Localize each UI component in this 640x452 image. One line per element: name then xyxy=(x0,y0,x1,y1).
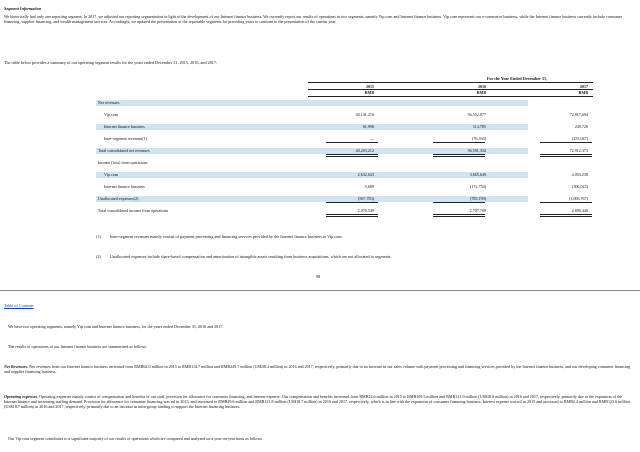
row-value-2016: (76,330) xyxy=(472,136,486,141)
col-year-2015: 2015 xyxy=(366,84,374,89)
intro-paragraph: We historically had only one reporting segment. In 2017, we adjusted our reporting segmentation in light of the development of our Internet finance business. We currently report our results of operations in two segments, namely Vip.com and Internet finance business. Vip.com represents our e-commerce business, while the Internet finance business currently include consumer financing, supplier financing, and wealth management services. Accordingly, we updated the presentation of the reportable segments for preceding years to conform to the presentation of the current year. xyxy=(4,14,622,25)
table-row xyxy=(96,184,588,190)
total-double-rule xyxy=(540,154,592,157)
footnote-1-text: Inter-segment revenues mainly consist of payment processing and financing services provided by the Internet finance business to Vip.com. xyxy=(110,234,343,239)
row-value-2016: (172,750) xyxy=(469,184,486,189)
page-break-divider xyxy=(0,290,640,291)
paragraph-lead: Operating expenses. xyxy=(4,394,39,399)
row-value-2017: (1,006,767) xyxy=(568,196,588,201)
col-year-2017: 2017 xyxy=(580,84,588,89)
col-currency-2015: RMB xyxy=(364,90,374,95)
paragraph-text: Net revenues from our Internet finance business increased from RMB62.0 million in 2015 to RMB114.7 million and RMB249.7 million (US$38.4 million) in 2016 and 2017, respectively, primarily due to an increase in our sales volume with payment processing and financing services provided by the Internet finance business, and our developing consumer financing and supplier financing business. xyxy=(4,364,631,375)
row-value-2016: 2,707,709 xyxy=(469,208,486,213)
row-label: Internet finance business xyxy=(104,124,145,129)
row-value-2017: 249,726 xyxy=(574,124,588,129)
row-value-2016: 56,552,877 xyxy=(467,112,486,117)
row-value-2015: 40,141,216 xyxy=(355,112,374,117)
table-intro: The table below provides a summary of our operating segment results for the years ended December 31, 2015, 2016, and 2017: xyxy=(4,60,218,65)
row-label: Unallocated expenses(2) xyxy=(98,196,139,201)
footnote-1-mark: (1) xyxy=(96,234,101,239)
paragraph-vipcom xyxy=(8,436,634,441)
total-double-rule xyxy=(433,154,485,157)
paragraph-net-revenues xyxy=(4,364,634,374)
table-of-contents-link[interactable]: Table of Contents xyxy=(4,303,34,308)
footnote-2-mark: (2) xyxy=(96,254,101,259)
row-label: Internet finance business xyxy=(104,184,145,189)
row-label: Inter-segment revenues(1) xyxy=(104,136,147,141)
total-double-rule xyxy=(326,214,378,217)
row-value-2017: 72,817,694 xyxy=(569,112,588,117)
subtotal-rule xyxy=(433,202,485,203)
total-double-rule xyxy=(540,214,592,217)
footnote-2-text: Unallocated expenses include share-based compensation and amortization of intangible assets resulting from business acquisitions, which are not allocated to segments. xyxy=(110,254,392,259)
row-value-2016: 3,665,649 xyxy=(469,172,486,177)
table-row xyxy=(96,196,588,202)
row-label: Total consolidated income from operations xyxy=(98,208,169,213)
paragraph-text: The results of operations of our Internet finance business are summarized as follows. xyxy=(8,344,148,349)
paragraph-text: Operating expenses mainly consist of compensation and benefits of our staff, provision for allowance for consumer financing, and interest expense. Our compensation and benefits increased from RMB24.6 million in 2015 to RMB109.5 million and RMB121.9 million (US$18.0 million) in 2016 and 2017, respectively, primarily due to the expansion of the Internet finance and increasing staffing demand. Provision for allowance for consumer financing was nil in 2015, and increased to RMB49.6 million and RMB121.8 million (US$18.7 million) in 2016 and 2017, respectively, which is in line with the expansion of consumer financing business. Interest expense was nil in 2015 and increased to RMB2.4 million and RMB123.6 million (US$18.7 million) in 2016 and 2017, respectively, primarily due to an increase in intra-group funding to support the Internet financing business. xyxy=(4,394,631,410)
table-row xyxy=(96,208,588,214)
page-number: 98 xyxy=(316,274,321,279)
table-row xyxy=(96,136,588,142)
row-value-2015: 5,689 xyxy=(364,184,374,189)
row-value-2015: — xyxy=(369,136,374,141)
row-value-2016: 56,591,332 xyxy=(467,148,486,153)
row-label: Vip.com xyxy=(104,172,118,177)
table-row xyxy=(96,148,588,154)
subtotal-rule xyxy=(326,142,378,143)
paragraph-text: Our Vip.com segment contributes to a significant majority of our results of operations which are compared and analyzed on a year-on-year basis as follows. xyxy=(8,436,264,441)
table-header-title: For the Year Ended December 31, xyxy=(486,76,548,81)
row-value-2017: 72,912,373 xyxy=(569,148,588,153)
table-row xyxy=(96,124,588,130)
row-label: Vip.com xyxy=(104,112,118,117)
row-value-2015: 61,996 xyxy=(362,124,374,129)
row-value-2017: (155,047) xyxy=(571,136,588,141)
paragraph-text: We have two operating segments, namely Vip.com and Internet finance business, for the years ended December 31, 2016 and 2017. xyxy=(8,324,224,329)
row-value-2016: 114,785 xyxy=(472,124,486,129)
row-value-2015: 40,203,212 xyxy=(355,148,374,153)
total-double-rule xyxy=(326,154,378,157)
col-currency-2017: RMB xyxy=(578,90,588,95)
row-value-2015: 2,070,549 xyxy=(357,208,374,213)
row-value-2017: 4,003,238 xyxy=(571,172,588,177)
row-value-2017: 2,690,446 xyxy=(571,208,588,213)
col-year-2016: 2016 xyxy=(478,84,486,89)
table-row xyxy=(96,112,588,118)
table-row xyxy=(96,172,588,178)
row-value-2015: 2,632,643 xyxy=(357,172,374,177)
paragraph-segments xyxy=(8,324,634,329)
row-label: Income (loss) from operations xyxy=(98,160,148,165)
row-label: Total consolidated net revenues xyxy=(98,148,150,153)
table-row xyxy=(96,160,528,166)
col-currency-2016: RMB xyxy=(476,90,486,95)
paragraph-operating-expenses xyxy=(4,394,634,410)
section-heading: Segment Information xyxy=(4,6,42,11)
subtotal-rule xyxy=(540,142,592,143)
subtotal-rule xyxy=(326,202,378,203)
row-label: Net revenues xyxy=(98,100,120,105)
subtotal-rule xyxy=(540,202,592,203)
row-value-2016: (785,190) xyxy=(469,196,486,201)
row-value-2015: (567,783) xyxy=(357,196,374,201)
paragraph-summary xyxy=(8,344,634,349)
row-value-2017: (306,025) xyxy=(571,184,588,189)
subtotal-rule xyxy=(433,142,485,143)
table-row xyxy=(96,100,528,106)
paragraph-lead: Net Revenues. xyxy=(4,364,29,369)
total-double-rule xyxy=(433,214,485,217)
